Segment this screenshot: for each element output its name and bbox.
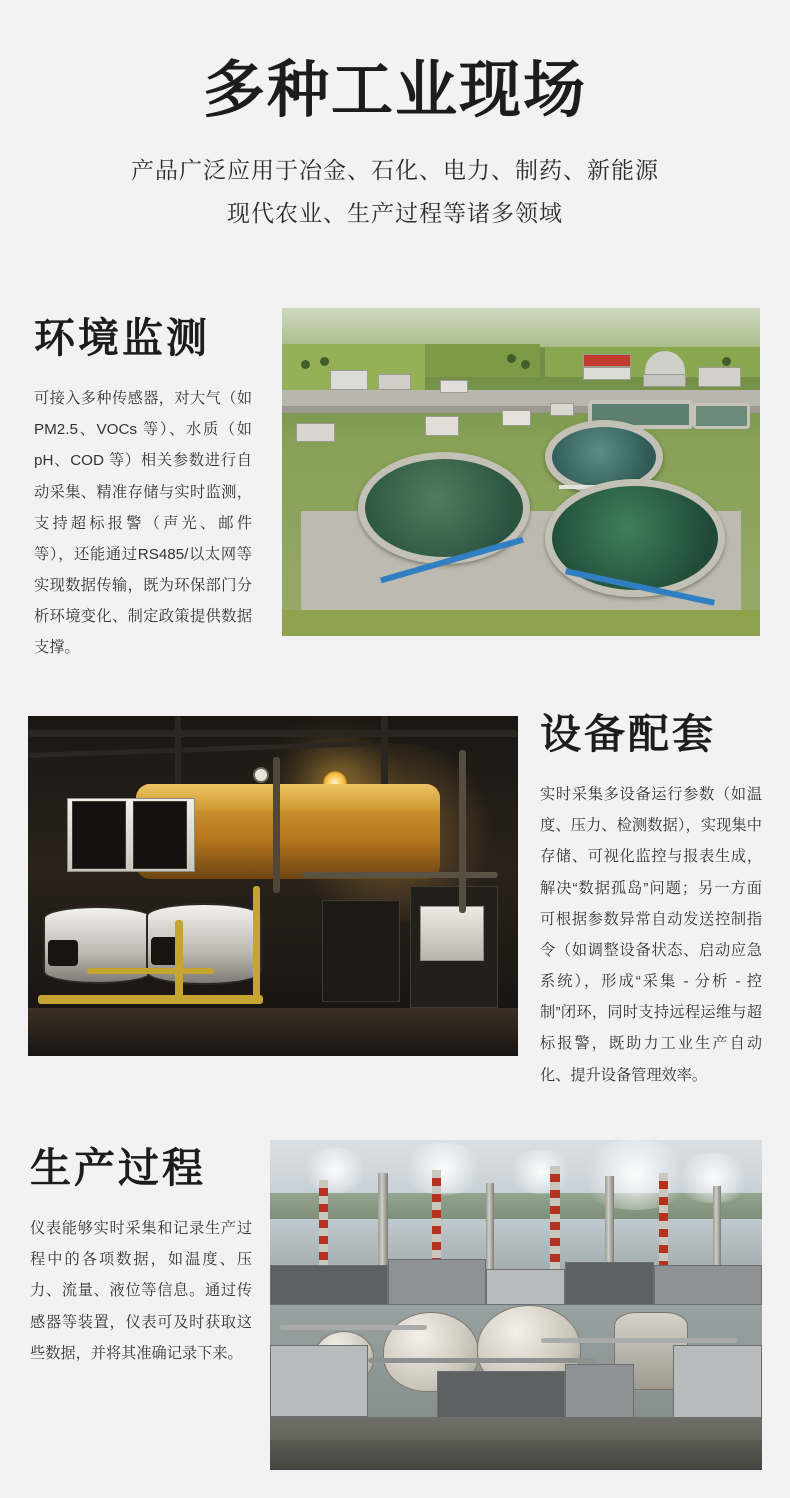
section-2-body: 实时采集多设备运行参数（如温度、压力、检测数据），实现集中存储、可视化监控与报表生成，解决“数据孤岛”问题；另一方面可根据参数异常自动发送控制指令（如调整设备状态、启动应急系统），形成“采集 - 分析 - 控制”闭环，同时支持远程运维与超标报警，既助力工业生产自动化、提升设备管理效率。 bbox=[540, 786, 762, 1084]
section-1-body: 可接入多种传感器，对大气（如 PM2.5、VOCs 等）、水质（如 pH、COD 等）相关参数进行自动采集、精准存储与实时监测，支持超标报警（声光、邮件等），还能通过RS485/以太网等实现数据传输，既为环保部门分析环境变化、制定政策提供数据支撑。 bbox=[34, 390, 252, 657]
section-3-title: 生产过程 bbox=[30, 1145, 206, 1191]
section-environment-monitoring bbox=[0, 300, 790, 657]
section-3-body: 仪表能够实时采集和记录生产过程中的各项数据，如温度、压力、流量、液位等信息。通过传感器等装置，仪表可及时获取这些数据，并将其准确记录下来。 bbox=[30, 1220, 252, 1362]
section-3-text-column bbox=[30, 1146, 252, 1369]
steel-plant-aerial-photo bbox=[270, 1140, 762, 1470]
page-title: 多种工业现场 bbox=[202, 56, 587, 125]
page-subtitle bbox=[0, 149, 790, 234]
wastewater-treatment-plant-photo bbox=[282, 308, 760, 636]
industrial-boiler-room-photo bbox=[28, 716, 518, 1056]
section-equipment-support bbox=[0, 700, 790, 1084]
subtitle-line-2: 现代农业、生产过程等诸多领域 bbox=[227, 199, 563, 226]
section-2-text-column bbox=[540, 712, 762, 1091]
section-1-title: 环境监测 bbox=[34, 315, 210, 361]
subtitle-line-1: 产品广泛应用于冶金、石化、电力、制药、新能源 bbox=[131, 157, 659, 184]
section-2-title: 设备配套 bbox=[540, 711, 716, 757]
section-1-text-column bbox=[34, 316, 252, 664]
page-header bbox=[0, 0, 790, 234]
section-production-process bbox=[0, 1118, 790, 1478]
